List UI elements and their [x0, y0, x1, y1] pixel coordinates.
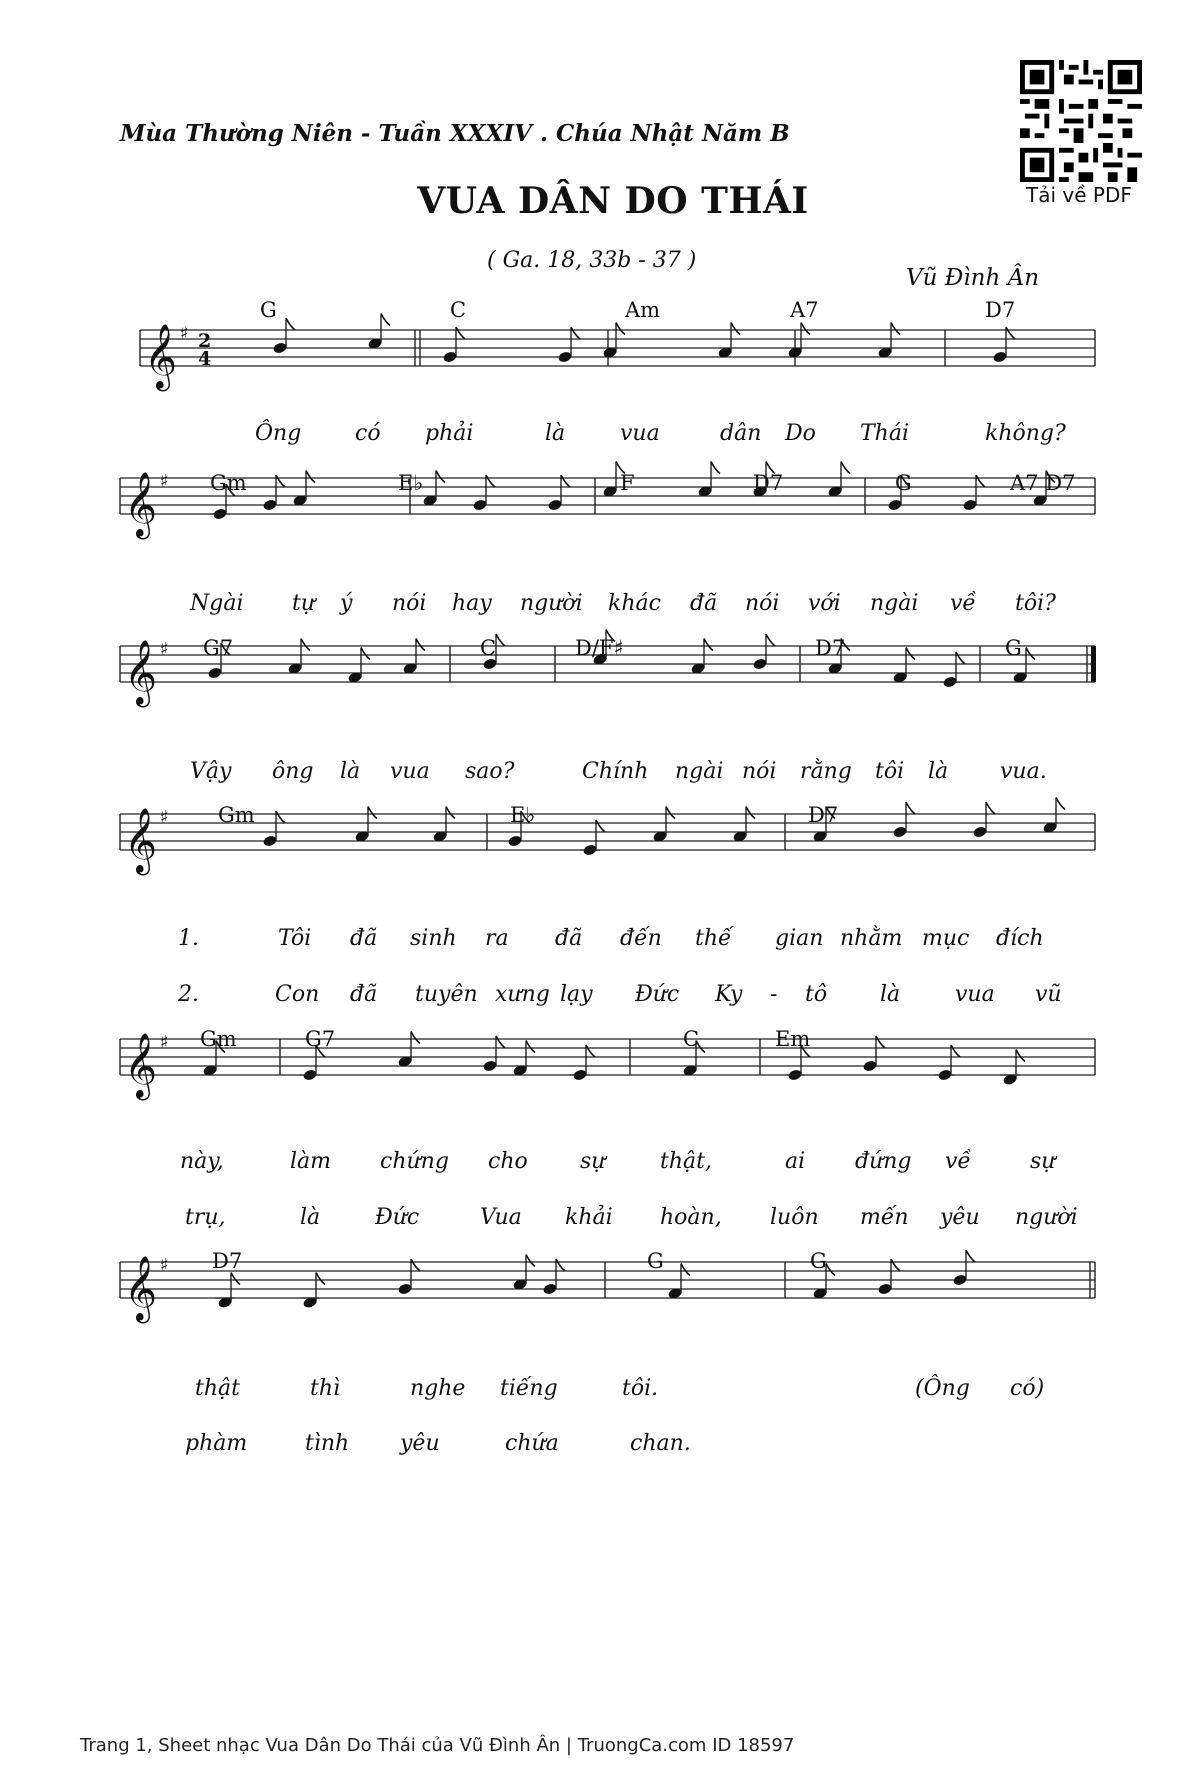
lyric-syllable: ai	[785, 1149, 806, 1174]
note-flag	[704, 639, 713, 651]
lyric-syllable: tô	[805, 982, 828, 1007]
lyric-syllable: hoàn,	[660, 1205, 722, 1230]
note-flag	[1006, 327, 1015, 339]
note-flag	[316, 1273, 325, 1285]
chord-symbol: C	[480, 636, 497, 660]
lyric-syllable: Đức	[375, 1205, 420, 1230]
lyric-syllable: chan.	[630, 1431, 691, 1456]
note-flag	[801, 323, 810, 335]
lyric-syllable: ra	[485, 926, 509, 951]
note-flag	[746, 807, 755, 819]
note-flag	[411, 1032, 420, 1044]
treble-clef: 𝄞	[124, 640, 158, 705]
chord-symbol: Em	[775, 1027, 811, 1051]
lyric-syllable: khải	[565, 1205, 613, 1230]
chord-symbol: D7	[815, 636, 846, 660]
lyric-syllable: Ngài	[190, 591, 244, 616]
lyric-syllable: yêu	[940, 1205, 980, 1230]
lyric-syllable: vua.	[1000, 759, 1047, 784]
note-flag	[556, 1259, 565, 1271]
note-flag	[416, 639, 425, 651]
chord-symbol: Am	[625, 298, 661, 322]
lyric-syllable: về	[945, 1149, 971, 1174]
note-flag	[276, 475, 285, 487]
lyric-syllable: ý	[340, 591, 353, 616]
lyric-syllable: người	[1015, 1205, 1078, 1230]
lyric-syllable: đã	[350, 982, 378, 1007]
note-flag	[711, 462, 720, 474]
chord-symbol: F	[620, 471, 635, 495]
lyric-syllable: có	[355, 421, 381, 446]
note-flag	[891, 1259, 900, 1271]
note-flag	[731, 323, 740, 335]
note-flag	[301, 639, 310, 651]
lyric-syllable: Vậy	[190, 759, 232, 784]
page-footer: Trang 1, Sheet nhạc Vua Dân Do Thái của Vũ Đình Ân | TruongCa.com ID 18597	[80, 1735, 795, 1756]
note-flag	[436, 471, 445, 483]
lyric-syllable: dân	[720, 421, 762, 446]
note-flag	[681, 1264, 690, 1276]
lyric-syllable: tôi	[875, 759, 905, 784]
lyric-syllable: Con	[275, 982, 320, 1007]
note-flag	[1026, 648, 1035, 660]
treble-clef: 𝄞	[124, 1256, 158, 1321]
chord-symbol: Gm	[218, 803, 255, 827]
treble-clef: 𝄞	[144, 324, 178, 389]
lyric-syllable: phải	[425, 421, 474, 446]
chord-symbol: G	[1005, 636, 1022, 660]
lyric-syllable: tình	[305, 1431, 350, 1456]
lyric-syllable: chứng	[380, 1149, 449, 1174]
lyric-syllable: đến	[620, 926, 662, 951]
lyric-syllable: là	[300, 1205, 321, 1230]
chord-symbol: Gm	[200, 1027, 237, 1051]
lyric-syllable: xưng	[495, 982, 550, 1007]
note-flag	[766, 634, 775, 646]
chord-symbol: G	[260, 298, 277, 322]
lyric-syllable: yêu	[400, 1431, 440, 1456]
chord-symbol: G	[647, 1249, 664, 1273]
lyric-syllable: Thái	[860, 421, 909, 446]
lyric-syllable: sao?	[465, 759, 515, 784]
key-signature-sharp: ♯	[160, 1032, 169, 1053]
lyric-syllable: Do	[785, 421, 816, 446]
note-flag	[526, 1255, 535, 1267]
lyric-syllable: luôn	[770, 1205, 819, 1230]
note-flag	[986, 802, 995, 814]
lyric-syllable: sinh	[410, 926, 457, 951]
time-signature-bottom: 4	[198, 348, 212, 370]
note-flag	[368, 807, 377, 819]
lyric-syllable: là	[880, 982, 901, 1007]
treble-clef: 𝄞	[124, 472, 158, 537]
lyric-syllable: là	[545, 421, 566, 446]
lyric-syllable: là	[928, 759, 949, 784]
key-signature-sharp: ♯	[160, 807, 169, 828]
lyric-syllable: đã	[690, 591, 718, 616]
lyric-syllable: khác	[608, 591, 661, 616]
song-title: VUA DÂN DO THÁI	[417, 180, 809, 222]
lyric-syllable: tự	[292, 591, 316, 616]
lyric-syllable: 2.	[178, 982, 199, 1007]
lyric-syllable: ngài	[675, 759, 724, 784]
note-flag	[526, 1041, 535, 1053]
lyric-syllable: đã	[555, 926, 583, 951]
lyric-syllable: ngài	[870, 591, 919, 616]
lyric-syllable: vua	[620, 421, 660, 446]
lyric-syllable: nói	[392, 591, 427, 616]
note-flag	[231, 1273, 240, 1285]
chord-symbol: A7	[790, 298, 819, 322]
note-flag	[976, 475, 985, 487]
lyric-syllable: trụ,	[185, 1205, 226, 1230]
chord-symbol: D/F♯	[575, 636, 624, 660]
chord-symbol: A7 D7	[1010, 471, 1076, 495]
note-flag	[561, 475, 570, 487]
season-heading: Mùa Thường Niên - Tuần XXXIV . Chúa Nhật Năm B	[120, 120, 790, 147]
lyric-syllable: mục	[922, 926, 970, 951]
lyric-syllable: Ông	[255, 421, 302, 446]
lyric-syllable: Tôi	[278, 926, 312, 951]
note-flag	[951, 1045, 960, 1057]
lyric-syllable: gian	[775, 926, 824, 951]
chord-symbol: G	[895, 471, 912, 495]
note-flag	[1016, 1050, 1025, 1062]
note-flag	[496, 1036, 505, 1048]
lyric-syllable: nói	[742, 759, 777, 784]
note-flag	[571, 327, 580, 339]
lyric-syllable: tôi.	[622, 1376, 659, 1401]
lyric-syllable: (Ông	[915, 1376, 970, 1401]
note-flag	[906, 648, 915, 660]
chord-symbol: Gm	[210, 471, 247, 495]
note-flag	[306, 471, 315, 483]
lyric-syllable: 1.	[178, 926, 199, 951]
lyric-syllable: chứa	[505, 1431, 559, 1456]
lyric-syllable: vua	[955, 982, 995, 1007]
lyric-syllable: thì	[310, 1376, 341, 1401]
lyric-syllable: Chính	[582, 759, 649, 784]
note-flag	[666, 807, 675, 819]
note-flag	[411, 1259, 420, 1271]
lyric-syllable: Ky	[715, 982, 743, 1007]
key-signature-sharp: ♯	[160, 639, 169, 660]
lyric-syllable: tôi?	[1015, 591, 1056, 616]
note-flag	[826, 1264, 835, 1276]
lyric-syllable: với	[808, 591, 841, 616]
lyric-syllable: rằng	[800, 759, 852, 784]
note-flag	[891, 323, 900, 335]
note-flag	[906, 802, 915, 814]
chord-symbol: D7	[808, 803, 839, 827]
note-flag	[596, 820, 605, 832]
lyric-syllable: đứng	[855, 1149, 912, 1174]
lyric-syllable: phàm	[185, 1431, 248, 1456]
note-flag	[381, 314, 390, 326]
note-flag	[1056, 798, 1065, 810]
lyric-syllable: là	[340, 759, 361, 784]
lyric-syllable: vũ	[1035, 982, 1062, 1007]
lyric-syllable: Vua	[480, 1205, 522, 1230]
lyric-syllable: thế	[695, 926, 732, 951]
lyric-syllable: -	[770, 982, 778, 1007]
lyric-syllable: cho	[488, 1149, 528, 1174]
note-flag	[966, 1250, 975, 1262]
chord-symbol: D7	[985, 298, 1016, 322]
chord-symbol: C	[683, 1027, 700, 1051]
composer-name: Vũ Đình Ân	[906, 265, 1040, 291]
lyric-syllable: sự	[1030, 1149, 1056, 1174]
note-flag	[446, 807, 455, 819]
lyric-syllable: thật,	[660, 1149, 712, 1174]
lyric-syllable: về	[950, 591, 976, 616]
chord-symbol: G7	[305, 1027, 336, 1051]
note-flag	[486, 475, 495, 487]
lyric-syllable: đích	[996, 926, 1044, 951]
chord-symbol: D7	[753, 471, 784, 495]
note-flag	[616, 323, 625, 335]
lyric-syllable: hay	[452, 591, 492, 616]
lyric-syllable: có)	[1010, 1376, 1045, 1401]
lyric-syllable: này,	[180, 1149, 224, 1174]
chord-symbol: D7	[212, 1249, 243, 1273]
lyric-syllable: tuyên	[415, 982, 478, 1007]
lyric-syllable: sự	[580, 1149, 606, 1174]
lyric-syllable: vua	[390, 759, 430, 784]
chord-symbol: E♭	[398, 471, 424, 495]
chord-symbol: E♭	[510, 803, 536, 827]
lyric-syllable: tiếng	[500, 1376, 558, 1401]
download-pdf-link[interactable]: Tải về PDF	[1026, 183, 1132, 207]
lyric-syllable: không?	[985, 421, 1066, 446]
note-flag	[496, 634, 505, 646]
chord-symbol: G	[810, 1249, 827, 1273]
final-barline	[1091, 646, 1096, 682]
chord-symbol: C	[450, 298, 467, 322]
lyric-syllable: nghe	[410, 1376, 466, 1401]
time-signature-top: 2	[198, 330, 212, 352]
lyric-syllable: làm	[290, 1149, 332, 1174]
lyric-syllable: đã	[350, 926, 378, 951]
scripture-reference: ( Ga. 18, 33b - 37 )	[487, 248, 697, 273]
lyric-syllable: người	[520, 591, 583, 616]
note-flag	[286, 318, 295, 330]
lyric-syllable: mến	[860, 1205, 909, 1230]
key-signature-sharp: ♯	[160, 471, 169, 492]
chord-symbol: G7	[203, 636, 234, 660]
note-flag	[276, 811, 285, 823]
lyric-syllable: Đức	[635, 982, 680, 1007]
note-flag	[956, 652, 965, 664]
lyric-syllable: ông	[272, 759, 314, 784]
treble-clef: 𝄞	[124, 808, 158, 873]
note-flag	[876, 1036, 885, 1048]
lyric-syllable: thật	[195, 1376, 240, 1401]
lyric-syllable: nhằm	[840, 926, 903, 951]
note-flag	[456, 327, 465, 339]
note-flag	[361, 648, 370, 660]
lyric-syllable: nói	[745, 591, 780, 616]
note-flag	[841, 462, 850, 474]
key-signature-sharp: ♯	[160, 1255, 169, 1276]
note-flag	[586, 1045, 595, 1057]
lyric-syllable: lạy	[560, 982, 593, 1007]
treble-clef: 𝄞	[124, 1033, 158, 1098]
key-signature-sharp: ♯	[180, 323, 189, 344]
